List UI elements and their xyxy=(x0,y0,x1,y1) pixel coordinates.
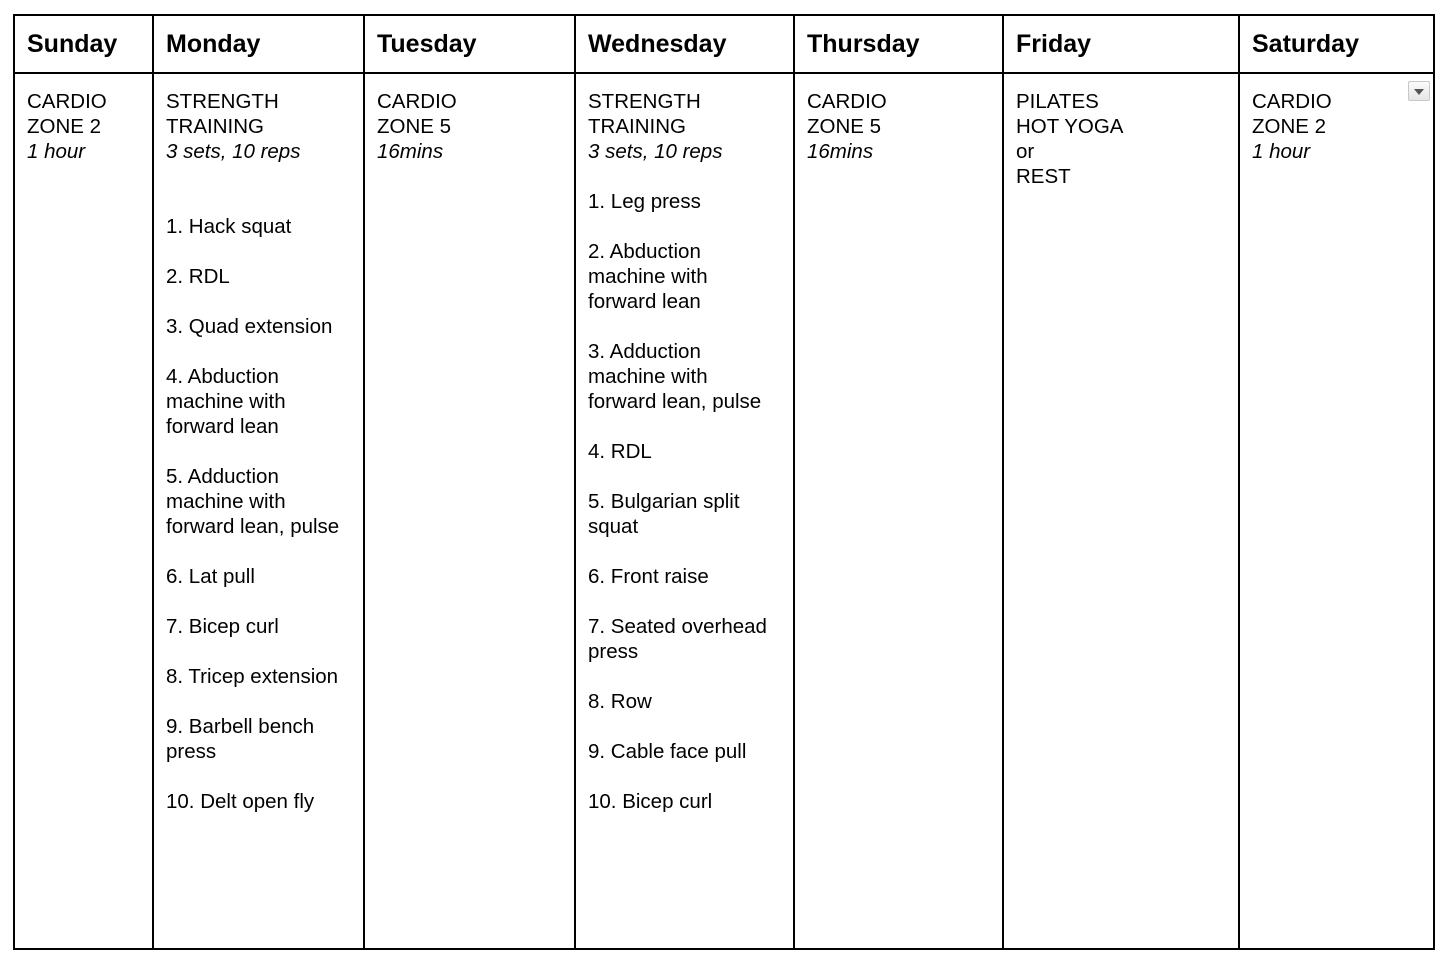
wednesday-exercise-2: 2. Abduction xyxy=(588,240,701,263)
wednesday-activity-line1: STRENGTH xyxy=(588,90,701,113)
spacer xyxy=(588,414,781,439)
spacer xyxy=(166,164,351,189)
header-row xyxy=(14,15,1434,73)
tuesday-activity-line2: ZONE 5 xyxy=(377,115,452,138)
sunday-activity-line2: ZONE 2 xyxy=(27,115,102,138)
wednesday-exercise-1: 1. Leg press xyxy=(588,190,701,213)
monday-sets-reps: 3 sets, 10 reps xyxy=(166,140,301,163)
weekly-workout-table xyxy=(13,14,1435,950)
spacer xyxy=(166,764,351,789)
monday-exercise-1: 1. Hack squat xyxy=(166,215,292,238)
spacer xyxy=(166,439,351,464)
monday-exercise-7: 7. Bicep curl xyxy=(166,615,279,638)
tuesday-activity-line1: CARDIO xyxy=(377,90,457,113)
wednesday-exercise-5: squat xyxy=(588,515,639,538)
header-monday[interactable]: Monday xyxy=(153,15,364,73)
spacer xyxy=(588,539,781,564)
monday-exercise-2: 2. RDL xyxy=(166,265,230,288)
cell-saturday[interactable] xyxy=(1239,73,1434,949)
friday-activity-line1: PILATES xyxy=(1016,90,1099,113)
saturday-activity-line1: CARDIO xyxy=(1252,90,1332,113)
friday-activity-line2: HOT YOGA xyxy=(1016,115,1124,138)
wednesday-exercise-7: 7. Seated overhead xyxy=(588,615,767,638)
monday-exercise-5: machine with xyxy=(166,490,286,513)
wednesday-exercise-4: 4. RDL xyxy=(588,440,652,463)
friday-activity-line4: REST xyxy=(1016,165,1071,188)
monday-exercise-4: 4. Abduction xyxy=(166,365,279,388)
cell-friday[interactable] xyxy=(1003,73,1239,949)
spacer xyxy=(588,464,781,489)
spacer xyxy=(588,714,781,739)
spacer xyxy=(588,214,781,239)
header-saturday[interactable]: Saturday xyxy=(1239,15,1434,73)
wednesday-exercise-5: 5. Bulgarian split xyxy=(588,490,740,513)
plan-row xyxy=(14,73,1434,949)
header-tuesday[interactable]: Tuesday xyxy=(364,15,575,73)
spacer xyxy=(588,314,781,339)
spacer xyxy=(166,339,351,364)
thursday-activity-line2: ZONE 5 xyxy=(807,115,882,138)
thursday-activity-line1: CARDIO xyxy=(807,90,887,113)
spacer xyxy=(588,589,781,614)
spacer xyxy=(166,239,351,264)
monday-exercise-4: forward lean xyxy=(166,415,279,438)
cell-monday[interactable] xyxy=(153,73,364,949)
thursday-duration: 16mins xyxy=(807,140,874,163)
header-sunday[interactable]: Sunday xyxy=(14,15,153,73)
monday-exercise-9: 9. Barbell bench xyxy=(166,715,315,738)
tuesday-duration: 16mins xyxy=(377,140,444,163)
monday-exercise-5: 5. Adduction xyxy=(166,465,279,488)
wednesday-exercise-9: 9. Cable face pull xyxy=(588,740,747,763)
saturday-duration: 1 hour xyxy=(1252,140,1311,163)
wednesday-exercise-3: 3. Adduction xyxy=(588,340,701,363)
monday-exercise-3: 3. Quad extension xyxy=(166,315,333,338)
sunday-duration: 1 hour xyxy=(27,140,86,163)
cell-wednesday[interactable] xyxy=(575,73,794,949)
header-thursday[interactable]: Thursday xyxy=(794,15,1003,73)
monday-exercise-4: machine with xyxy=(166,390,286,413)
wednesday-exercise-6: 6. Front raise xyxy=(588,565,709,588)
wednesday-exercise-3: forward lean, pulse xyxy=(588,390,762,413)
monday-exercise-6: 6. Lat pull xyxy=(166,565,255,588)
wednesday-activity-line2: TRAINING xyxy=(588,115,686,138)
wednesday-sets-reps: 3 sets, 10 reps xyxy=(588,140,723,163)
monday-exercise-5: forward lean, pulse xyxy=(166,515,340,538)
spacer xyxy=(588,664,781,689)
monday-exercise-9: press xyxy=(166,740,217,763)
sunday-activity-line1: CARDIO xyxy=(27,90,107,113)
spacer xyxy=(166,289,351,314)
spacer xyxy=(588,164,781,189)
cell-sunday[interactable] xyxy=(14,73,153,949)
spacer xyxy=(588,764,781,789)
spacer xyxy=(166,639,351,664)
cell-thursday[interactable] xyxy=(794,73,1003,949)
wednesday-exercise-10: 10. Bicep curl xyxy=(588,790,713,813)
spacer xyxy=(166,539,351,564)
monday-activity-line1: STRENGTH xyxy=(166,90,279,113)
saturday-activity-line2: ZONE 2 xyxy=(1252,115,1327,138)
header-wednesday[interactable]: Wednesday xyxy=(575,15,794,73)
wednesday-exercise-8: 8. Row xyxy=(588,690,652,713)
spacer xyxy=(166,589,351,614)
wednesday-exercise-2: forward lean xyxy=(588,290,701,313)
monday-activity-line2: TRAINING xyxy=(166,115,264,138)
friday-activity-line3: or xyxy=(1016,140,1035,163)
spacer xyxy=(166,189,351,214)
wednesday-exercise-2: machine with xyxy=(588,265,708,288)
header-friday[interactable]: Friday xyxy=(1003,15,1239,73)
spacer xyxy=(166,689,351,714)
wednesday-exercise-7: press xyxy=(588,640,639,663)
monday-exercise-10: 10. Delt open fly xyxy=(166,790,315,813)
chevron-down-icon[interactable] xyxy=(1408,81,1430,101)
cell-tuesday[interactable] xyxy=(364,73,575,949)
wednesday-exercise-3: machine with xyxy=(588,365,708,388)
monday-exercise-8: 8. Tricep extension xyxy=(166,665,339,688)
